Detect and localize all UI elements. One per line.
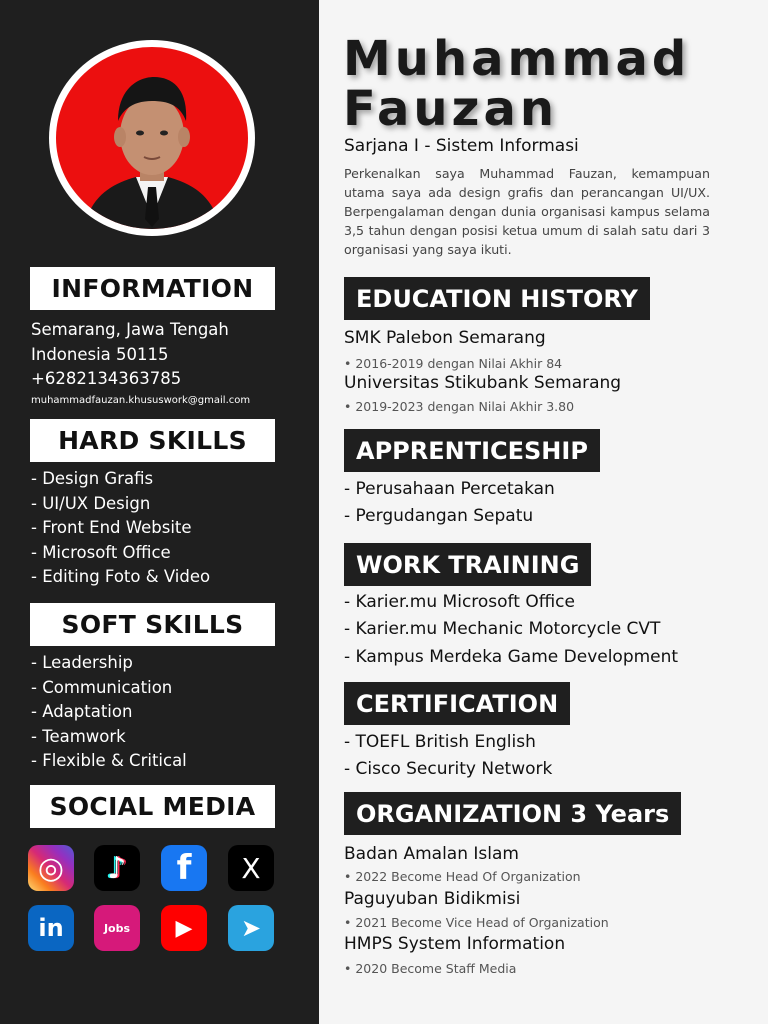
main-content [319, 0, 768, 1024]
list-item: - Karier.mu Mechanic Motorcycle CVT [344, 619, 661, 640]
hard-skills-list [31, 467, 210, 590]
list-item: - Perusahaan Percetakan [344, 479, 555, 499]
address-line-country: Indonesia 50115 [31, 344, 169, 364]
degree-title: Sarjana I - Sistem Informasi [344, 136, 579, 156]
education-school: Universitas Stikubank Semarang [344, 373, 622, 393]
name-first: Muhammad [343, 31, 691, 87]
instagram-icon[interactable]: ◎ [28, 845, 74, 891]
information-heading: INFORMATION [30, 267, 275, 310]
certification-heading: CERTIFICATION [344, 682, 570, 725]
organization-heading: ORGANIZATION 3 Years [344, 792, 681, 835]
education-heading: EDUCATION HISTORY [344, 277, 650, 320]
facebook-icon[interactable]: f [161, 845, 207, 891]
list-item: - Kampus Merdeka Game Development [344, 646, 679, 667]
phone-number: +6282134363785 [31, 369, 182, 389]
organization-name: Badan Amalan Islam [344, 844, 519, 864]
address-line-city: Semarang, Jawa Tengah [31, 320, 229, 339]
jobs-icon[interactable]: Jobs [94, 905, 140, 951]
full-name [343, 31, 691, 137]
email-address[interactable]: muhammadfauzan.khususwork@gmail.com [31, 394, 251, 406]
organization-detail: • 2021 Become Vice Head of Organization [344, 915, 609, 930]
work-training-list [344, 589, 678, 671]
x-icon[interactable]: X [228, 845, 274, 891]
organization-detail: • 2022 Become Head Of Organization [344, 869, 581, 884]
list-item: - Adaptation [31, 702, 133, 722]
list-item: - Front End Website [31, 518, 192, 538]
list-item: - Microsoft Office [31, 542, 171, 562]
list-item: - TOEFL British English [344, 732, 536, 752]
apprenticeship-heading: APPRENTICESHIP [344, 429, 600, 472]
organization-name: HMPS System Information [344, 934, 566, 954]
organization-detail: • 2020 Become Staff Media [344, 961, 517, 976]
list-item: - Leadership [31, 653, 133, 672]
list-item: - UI/UX Design [31, 493, 151, 513]
profile-photo [49, 40, 255, 236]
information-list [31, 318, 250, 408]
education-detail: • 2019-2023 dengan Nilai Akhir 3.80 [344, 399, 575, 414]
list-item: - Flexible & Critical [31, 751, 187, 771]
work-training-heading: WORK TRAINING [344, 543, 591, 586]
list-item: - Cisco Security Network [344, 759, 553, 780]
list-item: - Editing Foto & Video [31, 567, 211, 587]
list-item: - Teamwork [31, 726, 126, 746]
person-portrait-icon [56, 47, 248, 229]
apprenticeship-list [344, 476, 555, 531]
education-detail: • 2016-2019 dengan Nilai Akhir 84 [344, 356, 563, 371]
list-item: - Design Grafis [31, 469, 154, 488]
hard-skills-heading: HARD SKILLS [30, 419, 275, 462]
soft-skills-list [31, 651, 187, 774]
certification-list [344, 729, 552, 784]
sidebar [0, 0, 319, 1024]
tiktok-icon[interactable]: ♪ [94, 845, 140, 891]
list-item: - Pergudangan Sepatu [344, 506, 534, 527]
telegram-icon[interactable]: ➤ [228, 905, 274, 951]
profile-photo-background [56, 47, 248, 229]
profile-summary: Perkenalkan saya Muhammad Fauzan, kemampuan utama saya ada design grafis dan perancangan UI/UX. Berpengalaman dengan dunia organisasi kampus selama 3,5 tahun dengan posisi ketua umum di salah satu dari 3 organisasi yang saya ikuti. [344, 166, 710, 257]
linkedin-icon[interactable]: in [28, 905, 74, 951]
soft-skills-heading: SOFT SKILLS [30, 603, 275, 646]
youtube-icon[interactable]: ▶ [161, 905, 207, 951]
list-item: - Karier.mu Microsoft Office [344, 592, 575, 612]
education-school: SMK Palebon Semarang [344, 328, 546, 348]
social-media-heading: SOCIAL MEDIA [30, 785, 275, 828]
name-last: Fauzan [343, 81, 559, 137]
list-item: - Communication [31, 677, 173, 697]
organization-name: Paguyuban Bidikmisi [344, 889, 521, 909]
